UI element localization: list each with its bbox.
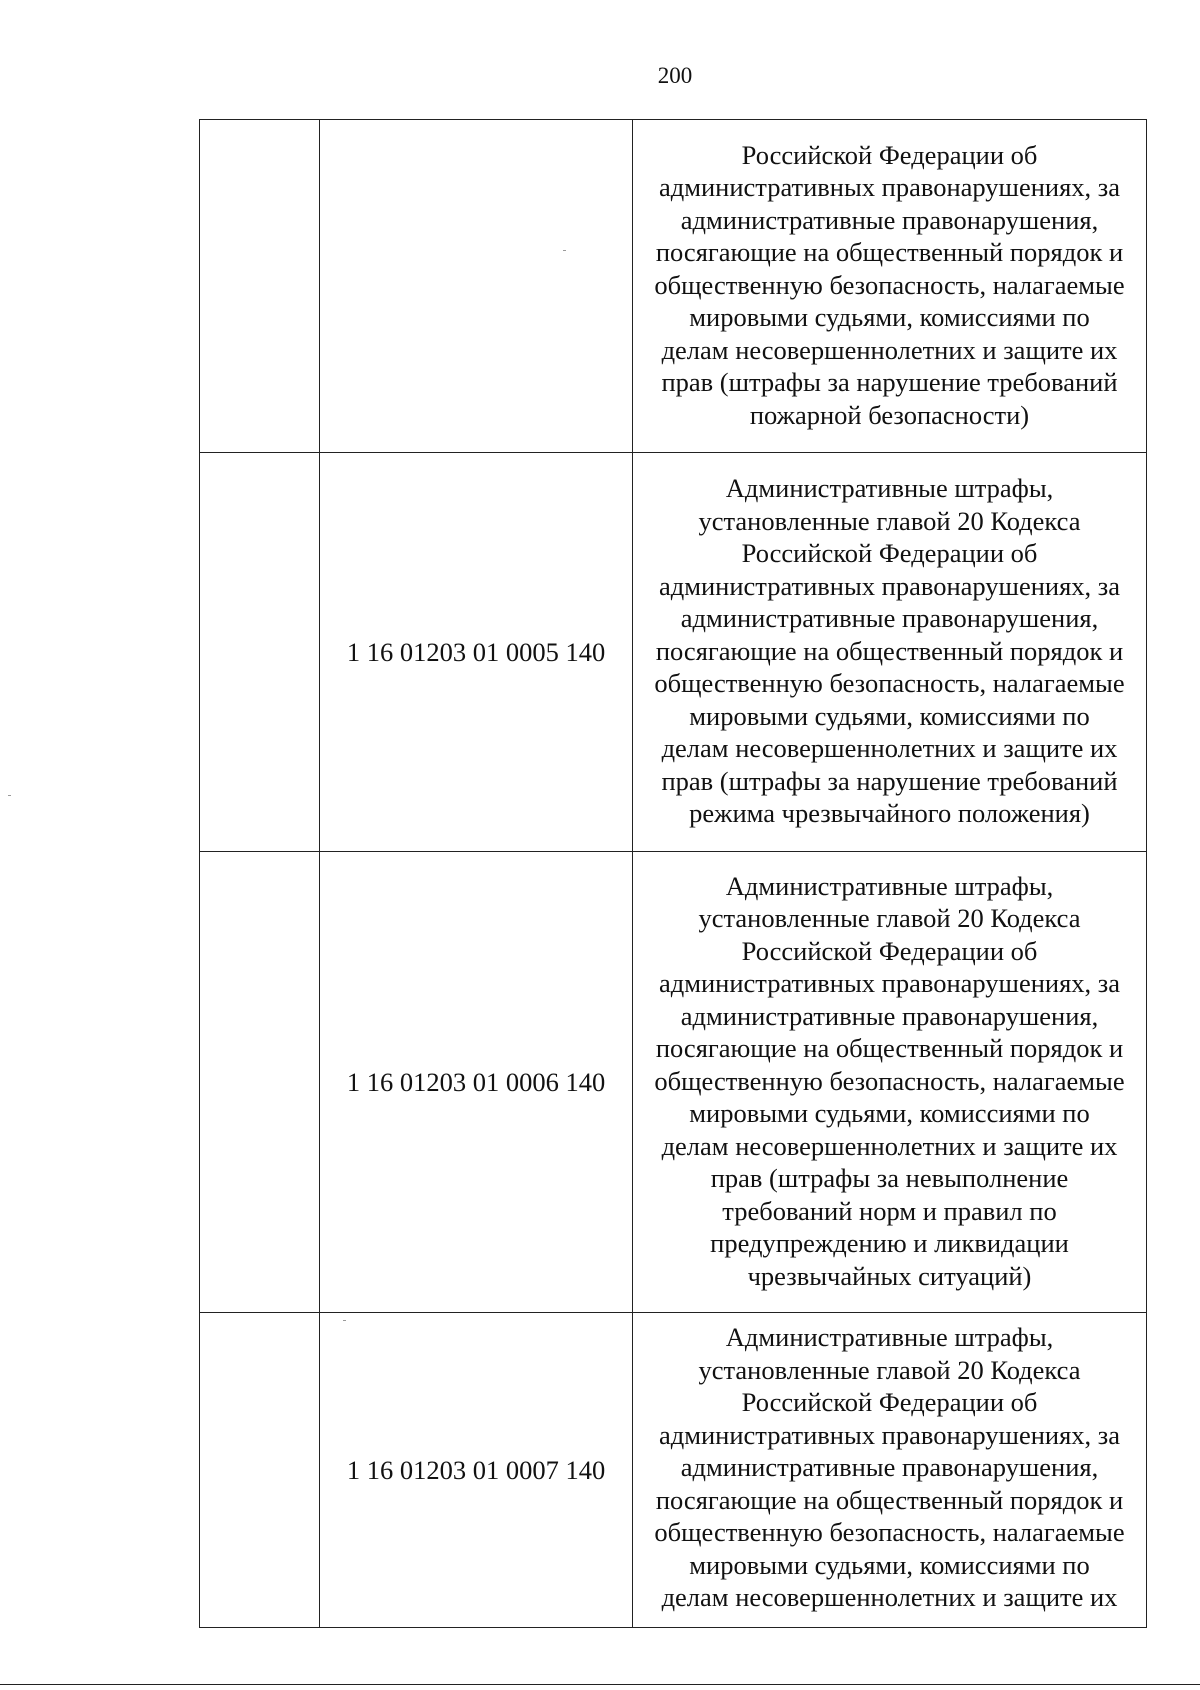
description-line: Административные штрафы, (725, 473, 1054, 504)
description-line: установленные главой 20 Кодекса (698, 1354, 1081, 1385)
description-cell (633, 120, 1147, 453)
description-line: чрезвычайных ситуаций) (747, 1260, 1032, 1291)
description-line: установленные главой 20 Кодекса (698, 505, 1081, 536)
scan-speck (563, 250, 566, 251)
budget-code-cell: 1 16 01203 01 0006 140 (320, 852, 633, 1313)
description-line: пожарной безопасности) (749, 399, 1030, 430)
table-row (200, 453, 1147, 852)
description-line: режима чрезвычайного положения) (689, 798, 1090, 829)
description-line: мировыми судьями, комиссиями по (689, 700, 1090, 731)
description-line: административных правонарушениях, за (658, 570, 1120, 601)
budget-codes-table (199, 119, 1147, 1628)
row-number-cell (200, 852, 320, 1313)
row-number-cell (200, 120, 320, 453)
description-line: административные правонарушения, (680, 603, 1099, 634)
description-line: Административные штрафы, (725, 870, 1054, 901)
description-line: мировыми судьями, комиссиями по (689, 302, 1090, 333)
description-line: посягающие на общественный порядок и (655, 635, 1124, 666)
description-line: прав (штрафы за нарушение требований (661, 367, 1118, 398)
table-row (200, 1313, 1147, 1628)
description-line: административных правонарушениях, за (658, 1419, 1120, 1450)
description-cell (633, 453, 1147, 852)
description-cell (633, 852, 1147, 1313)
budget-code-cell (320, 120, 633, 453)
description-line: прав (штрафы за невыполнение (710, 1163, 1069, 1194)
description-line: посягающие на общественный порядок и (655, 237, 1124, 268)
description-line: мировыми судьями, комиссиями по (689, 1549, 1090, 1580)
description-line: мировыми судьями, комиссиями по (689, 1098, 1090, 1129)
description-line: требований норм и правил по (722, 1195, 1057, 1226)
description-line: посягающие на общественный порядок и (655, 1033, 1124, 1064)
description-line: посягающие на общественный порядок и (655, 1484, 1124, 1515)
description-line: административных правонарушениях, за (658, 172, 1120, 203)
description-line: общественную безопасность, налагаемые (654, 269, 1125, 300)
scan-speck (343, 1320, 346, 1321)
description-line: общественную безопасность, налагаемые (654, 668, 1125, 699)
footer-rule (0, 1684, 1200, 1685)
budget-code-cell: 1 16 01203 01 0007 140 (320, 1313, 633, 1628)
description-line: административные правонарушения, (680, 1452, 1099, 1482)
description-line: Российской Федерации об (741, 538, 1038, 569)
description-line: Российской Федерации об (741, 935, 1038, 966)
description-line: общественную безопасность, налагаемые (654, 1065, 1125, 1096)
description-line: делам несовершеннолетних и защите их (661, 1130, 1118, 1161)
description-line: предупреждению и ликвидации (710, 1228, 1069, 1259)
description-line: административные правонарушения, (680, 204, 1099, 235)
table-row (200, 852, 1147, 1313)
description-line: Российской Федерации об (741, 1387, 1038, 1417)
description-line: прав (штрафы за нарушение требований (661, 765, 1118, 796)
description-line: делам несовершеннолетних и защите их (661, 733, 1118, 764)
description-line: Административные штрафы, (725, 1322, 1054, 1352)
budget-code-cell: 1 16 01203 01 0005 140 (320, 453, 633, 852)
description-line: административные правонарушения, (680, 1000, 1099, 1031)
table-row (200, 120, 1147, 453)
description-cell (633, 1313, 1147, 1628)
row-number-cell (200, 1313, 320, 1628)
description-line: установленные главой 20 Кодекса (698, 903, 1081, 934)
page-number: 200 (657, 63, 693, 88)
description-line: делам несовершеннолетних и защите их (661, 1582, 1118, 1612)
description-line: Российской Федерации об (741, 139, 1038, 170)
row-number-cell (200, 453, 320, 852)
scan-speck (8, 795, 11, 796)
description-line: делам несовершеннолетних и защите их (661, 334, 1118, 365)
description-line: административных правонарушениях, за (658, 968, 1120, 999)
description-line: общественную безопасность, налагаемые (654, 1517, 1125, 1547)
